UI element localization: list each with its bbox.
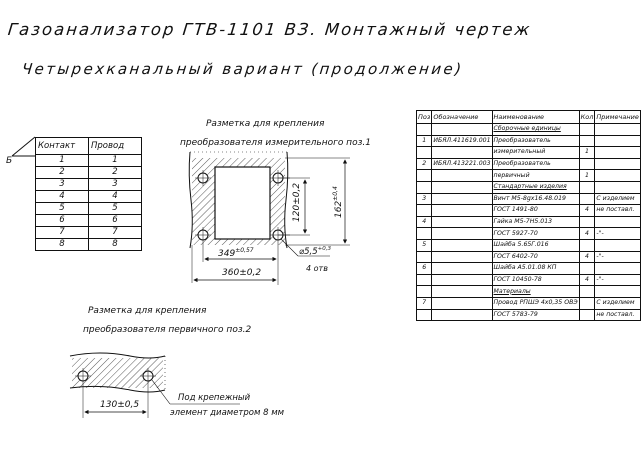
name-cell: Винт М5-8gx16.48.019 (492, 193, 579, 205)
dim-120-tolerance: ±0,2 (292, 182, 302, 205)
name-cell: Преобразователь (492, 158, 579, 170)
designation-cell (432, 297, 492, 309)
qty-cell: 4 (579, 228, 595, 240)
dim-360-value: 360 (222, 268, 240, 278)
designation-cell (432, 251, 492, 263)
name-cell: Гайка М5-7Н5.013 (492, 216, 579, 228)
designation-cell (432, 181, 492, 193)
table-row (417, 309, 641, 321)
qty-cell (579, 135, 595, 147)
wire-header: Провод (89, 138, 142, 155)
designation-cell (432, 193, 492, 205)
wire-cell: 8 (89, 239, 142, 251)
pos-cell (417, 274, 432, 286)
name-cell: измерительный (492, 147, 579, 159)
pos-cell: 5 (417, 239, 432, 251)
drawing1-caption-line2: преобразователя измерительного поз.1 (180, 138, 371, 148)
pos-cell (417, 309, 432, 321)
dim-162-value: 162 (334, 200, 344, 218)
designation-cell (432, 216, 492, 228)
name-cell: Шайба 5.65Г.016 (492, 239, 579, 251)
note-cell (595, 181, 640, 193)
pos-cell (417, 124, 432, 136)
designation-cell: ИБЯЛ.413221.003 (432, 158, 492, 170)
qty-cell (579, 239, 595, 251)
table-row (417, 216, 641, 228)
hole-count: 4 отв (306, 264, 328, 273)
name-cell: Стандартные изделия (492, 181, 579, 193)
note-cell (595, 135, 640, 147)
pos-cell (417, 286, 432, 298)
designation-cell (432, 286, 492, 298)
table-row (417, 147, 641, 159)
table-row (417, 228, 641, 240)
note-cell (595, 286, 640, 298)
contact-table-marker: Б (6, 156, 13, 166)
note-cell (595, 170, 640, 182)
name-header: Наименование (492, 111, 579, 124)
parts-table-header (417, 111, 641, 124)
pos-cell (417, 251, 432, 263)
dim-130 (100, 400, 139, 410)
note-cell: не поставл. (595, 205, 640, 217)
note-cell (595, 263, 640, 275)
name-cell: Шайба А5.01.08 КП (492, 263, 579, 275)
table-row (417, 239, 641, 251)
hole-tolerance: +0,3 (317, 246, 331, 252)
dim-360-tolerance: ±0,2 (239, 268, 262, 278)
qty-cell: 4 (579, 274, 595, 286)
name-cell: Сборочные единицы (492, 124, 579, 136)
pos-cell: 4 (417, 216, 432, 228)
note-cell: -"- (595, 251, 640, 263)
wire-cell: 2 (89, 167, 142, 179)
note-line2: элемент диаметром 8 мм (170, 408, 285, 418)
note-cell (595, 147, 640, 159)
table-row (417, 205, 641, 217)
qty-cell: 4 (579, 205, 595, 217)
contact-cell: 7 (36, 227, 89, 239)
pos-cell (417, 181, 432, 193)
pos-header: Поз (417, 111, 432, 124)
document-title: Газоанализатор ГТВ-1101 ВЗ. Монтажный чертеж (7, 20, 533, 39)
table-row (417, 170, 641, 182)
note-cell: С изделием (595, 193, 640, 205)
designation-cell (432, 170, 492, 182)
table-row (417, 158, 641, 170)
name-cell: Провод РПШЭ 4х0,35 ОВЭ (492, 297, 579, 309)
name-cell: ГОСТ 5927-70 (492, 228, 579, 240)
qty-cell (579, 124, 595, 136)
pos-cell (417, 228, 432, 240)
name-cell: ГОСТ 6402-70 (492, 251, 579, 263)
wire-cell: 7 (89, 227, 142, 239)
dim-349-tolerance: ±0,57 (235, 247, 254, 254)
designation-cell (432, 228, 492, 240)
contact-cell: 2 (36, 167, 89, 179)
pos-cell (417, 205, 432, 217)
designation-cell (432, 124, 492, 136)
note-cell (595, 239, 640, 251)
note-cell (595, 158, 640, 170)
contact-cell: 5 (36, 203, 89, 215)
qty-cell (579, 309, 595, 321)
designation-cell (432, 239, 492, 251)
name-cell: Материалы (492, 286, 579, 298)
contact-cell: 8 (36, 239, 89, 251)
pos-cell: 1 (417, 135, 432, 147)
note-cell: не поставл. (595, 309, 640, 321)
table-row (417, 181, 641, 193)
parts-list-table (416, 110, 641, 321)
table-row (417, 297, 641, 309)
designation-cell (432, 274, 492, 286)
note-cell: -"- (595, 274, 640, 286)
name-cell: ГОСТ 1491-80 (492, 205, 579, 217)
name-cell: ГОСТ 5783-79 (492, 309, 579, 321)
qty-cell (579, 181, 595, 193)
name-cell: ГОСТ 10450-78 (492, 274, 579, 286)
qty-cell (579, 158, 595, 170)
qty-cell (579, 286, 595, 298)
note-cell: -"- (595, 228, 640, 240)
pos-cell: 3 (417, 193, 432, 205)
note-line1: Под крепежный (178, 393, 251, 403)
contact-header: Контакт (36, 138, 89, 155)
table-row (417, 286, 641, 298)
qty-cell (579, 193, 595, 205)
contact-cell: 3 (36, 179, 89, 191)
drawing2-caption-line1: Разметка для крепления (88, 306, 207, 316)
dim-162-tolerance: ±0,4 (332, 186, 339, 201)
qty-cell: 1 (579, 170, 595, 182)
contact-cell: 4 (36, 191, 89, 203)
qty-cell (579, 297, 595, 309)
qty-header: Кол (579, 111, 595, 124)
designation-cell (432, 309, 492, 321)
drawing1-caption-line1: Разметка для крепления (206, 119, 325, 129)
qty-cell: 1 (579, 147, 595, 159)
name-cell: первичный (492, 170, 579, 182)
designation-cell (432, 263, 492, 275)
designation-cell (432, 205, 492, 217)
dim-130-tolerance: ±0,5 (117, 400, 140, 410)
note-cell: С изделием (595, 297, 640, 309)
designation-cell (432, 147, 492, 159)
table-row (417, 193, 641, 205)
note-cell (595, 124, 640, 136)
qty-cell (579, 263, 595, 275)
pos-cell (417, 170, 432, 182)
note-cell (595, 216, 640, 228)
dim-349-value: 349 (218, 249, 236, 259)
table-row (417, 124, 641, 136)
wire-cell: 4 (89, 191, 142, 203)
dim-120-value: 120 (292, 204, 302, 222)
name-cell: Преобразователь (492, 135, 579, 147)
wire-cell: 5 (89, 203, 142, 215)
document-subtitle: Четырехканальный вариант (продолжение) (21, 60, 465, 78)
wire-cell: 6 (89, 215, 142, 227)
note-header: Примечание (595, 111, 640, 124)
designation-header: Обозначение (432, 111, 492, 124)
hole-diameter: ⌀5,5 (299, 246, 318, 257)
pos-cell (417, 147, 432, 159)
wire-cell: 3 (89, 179, 142, 191)
qty-cell: 4 (579, 251, 595, 263)
wire-cell: 1 (89, 155, 142, 167)
pos-cell: 7 (417, 297, 432, 309)
pos-cell: 6 (417, 263, 432, 275)
table-row (417, 274, 641, 286)
pos-cell: 2 (417, 158, 432, 170)
contact-cell: 1 (36, 155, 89, 167)
table-row (417, 251, 641, 263)
drawing2-caption-line2: преобразователя первичного поз.2 (83, 325, 252, 335)
contact-cell: 6 (36, 215, 89, 227)
table-row (417, 263, 641, 275)
designation-cell: ИБЯЛ.411619.001 (432, 135, 492, 147)
table-row (417, 135, 641, 147)
dim-130-value: 130 (100, 400, 118, 410)
qty-cell (579, 216, 595, 228)
